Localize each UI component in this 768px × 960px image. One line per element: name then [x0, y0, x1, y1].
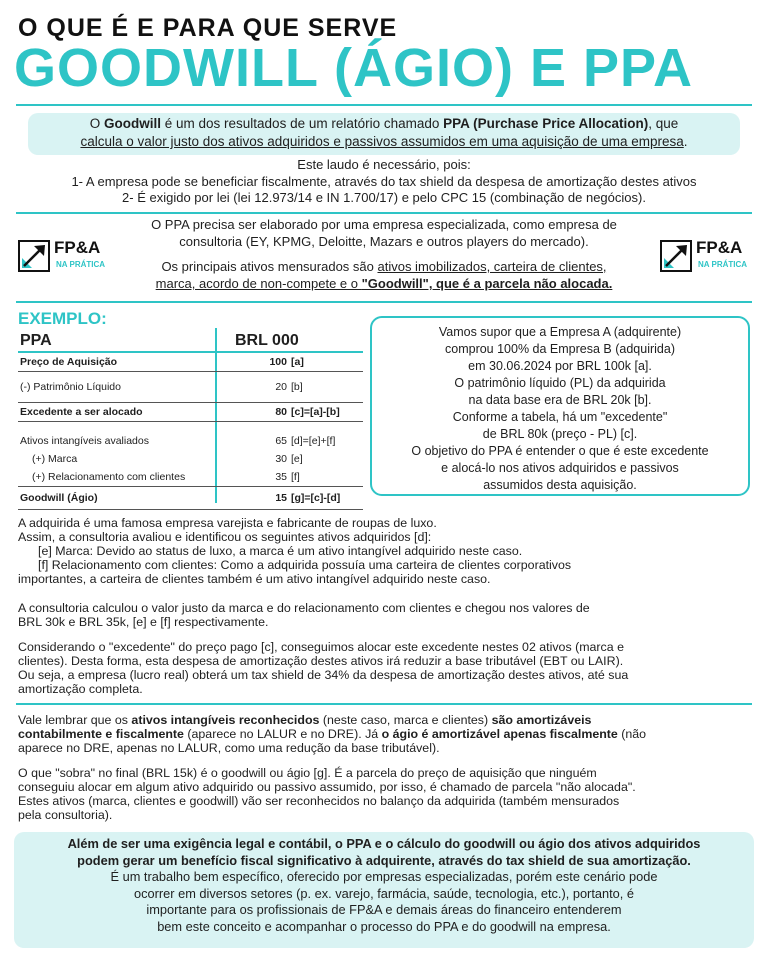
table-row: Ativos intangíveis avaliados 65 [d]=[e]+[f]: [20, 435, 336, 447]
table-row: (-) Patrimônio Líquido 20 [b]: [20, 381, 303, 393]
table-header-ppa: PPA: [18, 331, 223, 352]
paragraph-amortization: Vale lembrar que os ativos intangíveis reconhecidos (neste caso, marca e clientes) são amortizáveis contabilmente e fiscalmente (aparece no LALUR e no DRE). Já o ágio é amortizável apenas fiscalmente (não aparece no DRE, apenas no LALUR, como uma redução da base tributável).: [18, 713, 647, 755]
table-row: (+) Marca 30 [e]: [32, 453, 303, 465]
table-row: (+) Relacionamento com clientes 35 [f]: [32, 471, 300, 483]
paragraph-acquired-company: A adquirida é uma famosa empresa varejista e fabricante de roupas de luxo. Assim, a consultoria avaliou e identificou os seguintes ativos adquiridos [d]: [e] Marca: Devido ao status de luxo, a marca é um ativo intangível adquirido neste caso. [f] Relacionamento com clientes: Como a adquirida possuía uma carteira de clientes corporativos importantes, a carteira de clientes também é um ativo intangível adquirido neste caso.: [18, 516, 572, 586]
fpa-logo-left: FP&A NA PRÁTICA: [18, 238, 100, 278]
chart-arrow-icon: [660, 240, 692, 272]
paragraph-goodwill: O que "sobra" no final (BRL 15k) é o goodwill ou ágio [g]. É a parcela do preço de aquisição que ninguém conseguiu alocar em algum ativo adquirido ou passivo assumido, por isso, é chamado de parcela "não alocada". Estes ativos (marca, clientes e goodwill) vão ser reconhecidos no balanço da adquirida (também mensurados pela consultoria).: [18, 766, 636, 822]
example-scenario-box: Vamos supor que a Empresa A (adquirente) comprou 100% da Empresa B (adquirida) em 30.06.2024 por BRL 100k [a]. O patrimônio líquido (PL) da adquirida na data base era de BRL 20k [b]. Conforme a tabela, há um "excedente" de BRL 80k (preço - PL) [c]. O objetivo do PPA é entender o que é este excedente e alocá-lo nos ativos adquiridos e passivos assumidos desta aquisição.: [370, 316, 750, 496]
fpa-logo-right: FP&A NA PRÁTICA: [660, 238, 742, 278]
page-subtitle: O QUE É E PARA QUE SERVE: [18, 14, 398, 42]
laudo-block: Este laudo é necessário, pois: 1- A empresa pode se beneficiar fiscalmente, através do tax shield da despesa de amortização destes ativos 2- É exigido por lei (lei 12.973/14 e IN 1.700/17) e pelo CPC 15 (combinação de negócios).: [71, 157, 697, 205]
table-row: Excedente a ser alocado 80 [c]=[a]-[b]: [18, 403, 363, 422]
divider: [16, 301, 752, 303]
paragraph-allocation: Considerando o "excedente" do preço pago [c], conseguimos alocar este excedente nestes 02 ativos (marca e clientes). Desta forma, esta despesa de amortização destes ativos irá reduzir a base tributável (EBT ou LAIR). Ou seja, a empresa (lucro real) obterá um tax shield de 34% da despesa de amortização destes ativos, até sua amortização completa.: [18, 640, 629, 696]
ppa-description: O PPA precisa ser elaborado por uma empresa especializada, como empresa de consultoria (EY, KPMG, Deloitte, Mazars e outros players do mercado). Os principais ativos mensurados são ativos imobilizados, carteira de clientes, marca, acordo de non-compete e o "Goodwill", que é a parcela não alocada.: [151, 217, 617, 291]
table-row: Preço de Aquisição 100 [a]: [18, 352, 363, 372]
example-label: EXEMPLO:: [18, 309, 107, 328]
divider: [16, 104, 752, 106]
page-title: GOODWILL (ÁGIO) E PPA: [14, 38, 693, 98]
table-header-brl: BRL 000: [223, 331, 363, 352]
intro-definition: calcula o valor justo dos ativos adquiridos e passivos assumidos em uma aquisição de uma empresa: [80, 134, 684, 149]
divider: [16, 212, 752, 214]
chart-arrow-icon: [18, 240, 50, 272]
divider: [16, 703, 752, 705]
conclusion-box: Além de ser uma exigência legal e contábil, o PPA e o cálculo do goodwill ou ágio dos ativos adquiridos podem gerar um benefício fiscal significativo à adquirente, através do tax shield de sua amortização. É um trabalho bem específico, oferecido por empresas especializadas, porém este cenário pode ocorrer em diversos setores (p. ex. varejo, farmácia, saúde, tecnologia, etc.), portanto, é importante para os profissionais de FP&A e demais áreas do financeiro entenderem bem este conceito e acompanhar o processo do PPA e do goodwill na empresa.: [14, 832, 754, 948]
paragraph-fair-value: A consultoria calculou o valor justo da marca e do relacionamento com clientes e chegou nos valores de BRL 30k e BRL 35k, [e] e [f] respectivamente.: [18, 601, 590, 629]
ppa-table: [18, 331, 363, 510]
ppa-term: PPA (Purchase Price Allocation): [443, 116, 649, 131]
intro-box: O Goodwill é um dos resultados de um relatório chamado PPA (Purchase Price Allocation), que calcula o valor justo dos ativos adquiridos e passivos assumidos em uma aquisição de uma empresa.: [28, 113, 740, 155]
table-row: Goodwill (Ágio) 15 [g]=[c]-[d]: [18, 487, 363, 510]
goodwill-term: Goodwill: [104, 116, 161, 131]
